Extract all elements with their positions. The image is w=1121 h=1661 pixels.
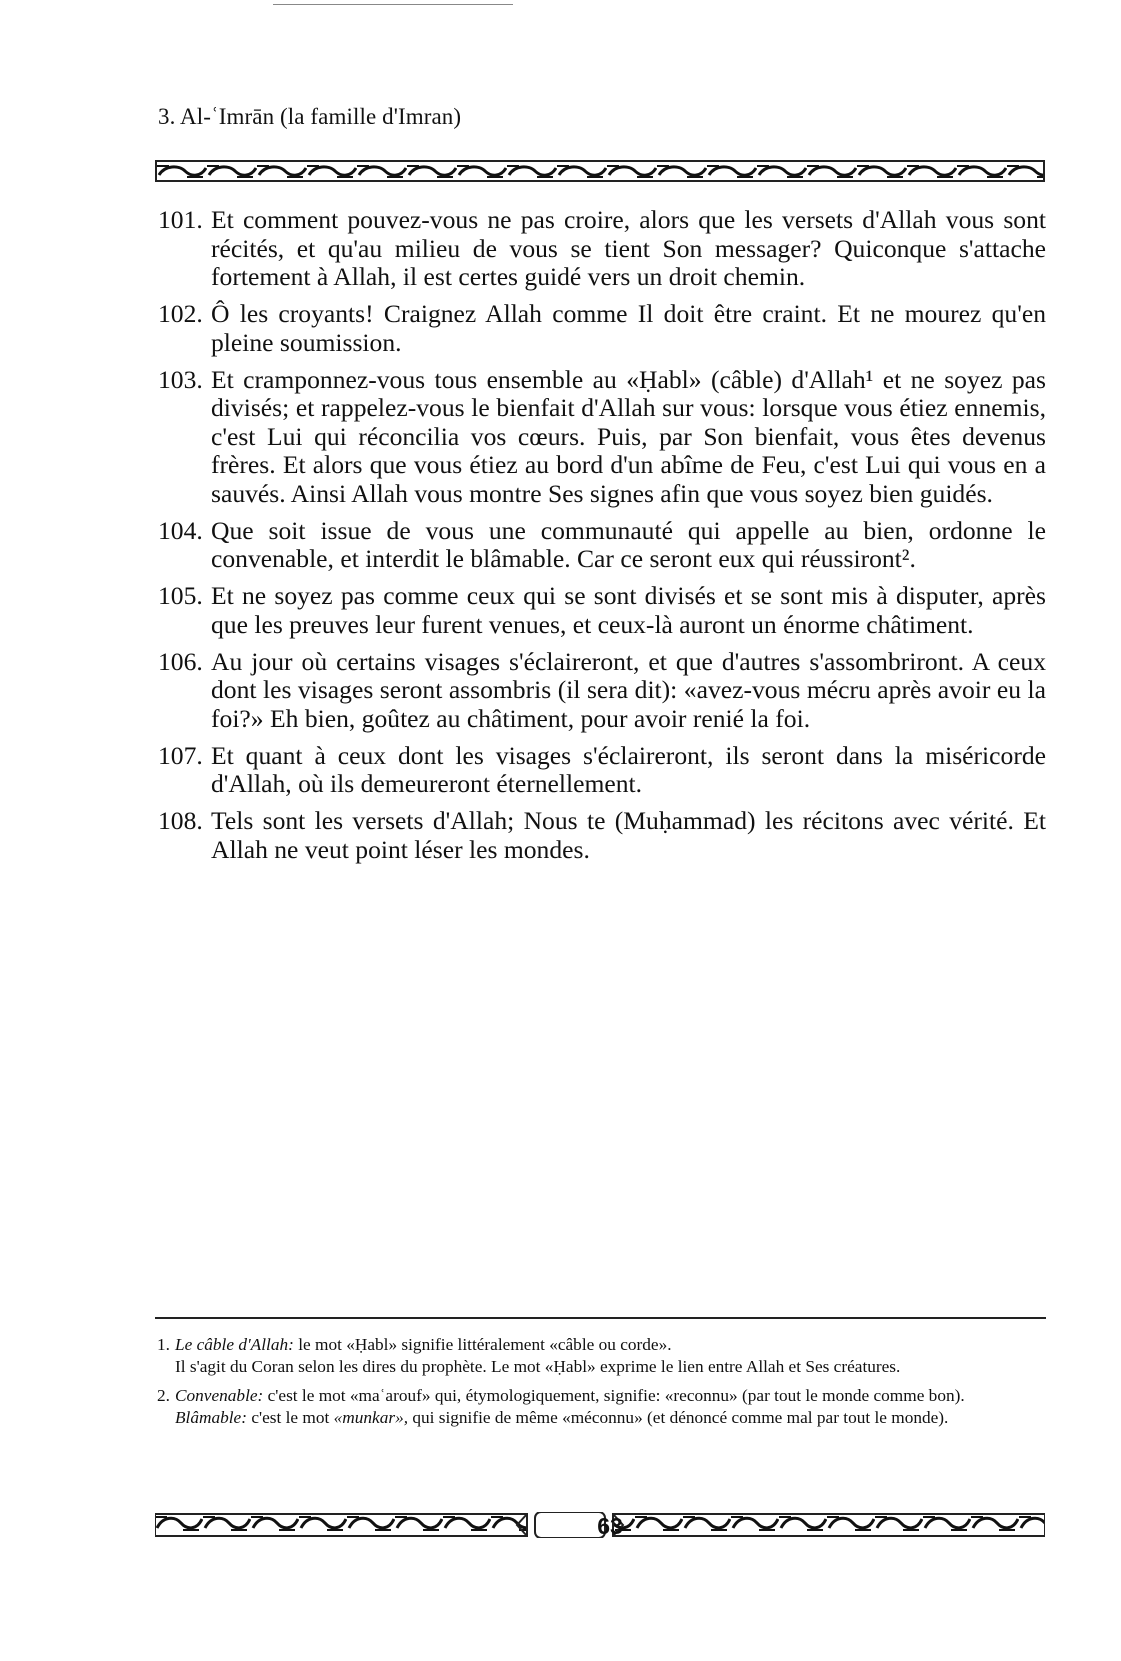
footnote-term: Blâmable: [175, 1407, 247, 1427]
footnote-divider [155, 1317, 1046, 1319]
footnote-term: Convenable: [175, 1386, 264, 1405]
verse-101 [158, 206, 1046, 292]
footnote-text: qui signifie de même «méconnu» (et dénoncé comme mal par tout le monde). [408, 1407, 949, 1427]
verse-text: Et quant à ceux dont les visages s'éclaireront, ils seront dans la miséricorde d'Allah, où ils demeureront éternellement. [211, 740, 1046, 798]
verse-text: Et comment pouvez-vous ne pas croire, alors que les versets d'Allah vous sont récités, et qu'au milieu de vous se tient Son messager? Quiconque s'attache fortement à Allah, il est certes guidé vers un droit chemin. [211, 205, 1046, 291]
verse-number: 101. [158, 205, 203, 234]
verse-list [158, 206, 1046, 873]
footnote-number: 1. [157, 1335, 170, 1354]
footnote-number: 2. [157, 1386, 170, 1405]
footnote-text: le mot «Ḥabl» signifie littéralement «câble ou corde». [293, 1335, 672, 1354]
verse-number: 103. [158, 364, 203, 394]
footnote-text: c'est le mot «maʿarouf» qui, étymologiquement, signifie: «reconnu» (par tout le monde comme bon). [263, 1386, 965, 1405]
footnote-text: c'est le mot [247, 1407, 334, 1427]
page-number: 63 [597, 1513, 623, 1539]
footnote-2 [157, 1385, 1047, 1428]
verse-104 [158, 517, 1046, 574]
verse-105 [158, 582, 1046, 639]
verse-number: 104. [158, 515, 203, 545]
verse-number: 107. [158, 740, 203, 770]
verse-102 [158, 300, 1046, 357]
footnote-1 [157, 1334, 1047, 1377]
verse-text: Au jour où certains visages s'éclaireront, et que d'autres s'assombriront. A ceux dont les visages seront assombris (il sera dit): «avez-vous mécru après avoir eu la foi?» Eh bien, goûtez au châtiment, pour avoir renié la foi. [211, 646, 1046, 733]
ornamental-band-top [155, 160, 1045, 182]
footnote-term: Le câble d'Allah: [175, 1335, 294, 1354]
verse-text: Tels sont les versets d'Allah; Nous te (Muḥammad) les récitons avec vérité. Et Allah ne veut point léser les mondes. [211, 806, 1046, 864]
chapter-title: 3. Al-ʿImrān (la famille d'Imran) [158, 104, 462, 129]
verse-number: 106. [158, 646, 203, 676]
verse-number: 102. [158, 299, 203, 328]
ornament-chain-top [157, 162, 1043, 180]
verse-text: Ô les croyants! Craignez Allah comme Il doit être craint. Et ne mourez qu'en pleine soumission. [211, 299, 1046, 357]
verse-number: 105. [158, 581, 203, 610]
verse-108 [158, 807, 1046, 864]
verse-text: Que soit issue de vous une communauté qui appelle au bien, ordonne le convenable, et interdit le blâmable. Car ce seront eux qui réussiront². [211, 515, 1046, 573]
footnotes [157, 1334, 1047, 1436]
verse-text: Et ne soyez pas comme ceux qui se sont divisés et se sont mis à disputer, après que les preuves leur furent venues, et ceux-là auront un énorme châtiment. [211, 581, 1046, 639]
footnote-text: Il s'agit du Coran selon les dires du prophète. Le mot «Ḥabl» exprime le lien entre Allah et Ses créatures. [175, 1356, 901, 1376]
verse-107 [158, 742, 1046, 799]
footnote-term: «munkar», [333, 1407, 409, 1427]
top-rule [273, 4, 513, 5]
verse-text: Et cramponnez-vous tous ensemble au «Ḥabl» (câble) d'Allah¹ et ne soyez pas divisés; et rappelez-vous le bienfait d'Allah sur vous: lorsque vous étiez ennemis, c'est Lui qui réconcilia vos cœurs. Puis, par Son bienfait, vous êtes devenus frères. Et alors que vous étiez au bord d'un abîme de Feu, c'est Lui qui vous en a sauvés. Ainsi Allah vous montre Ses signes afin que vous soyez bien guidés. [211, 364, 1046, 508]
verse-103 [158, 366, 1046, 509]
verse-number: 108. [158, 806, 203, 835]
verse-106 [158, 648, 1046, 734]
